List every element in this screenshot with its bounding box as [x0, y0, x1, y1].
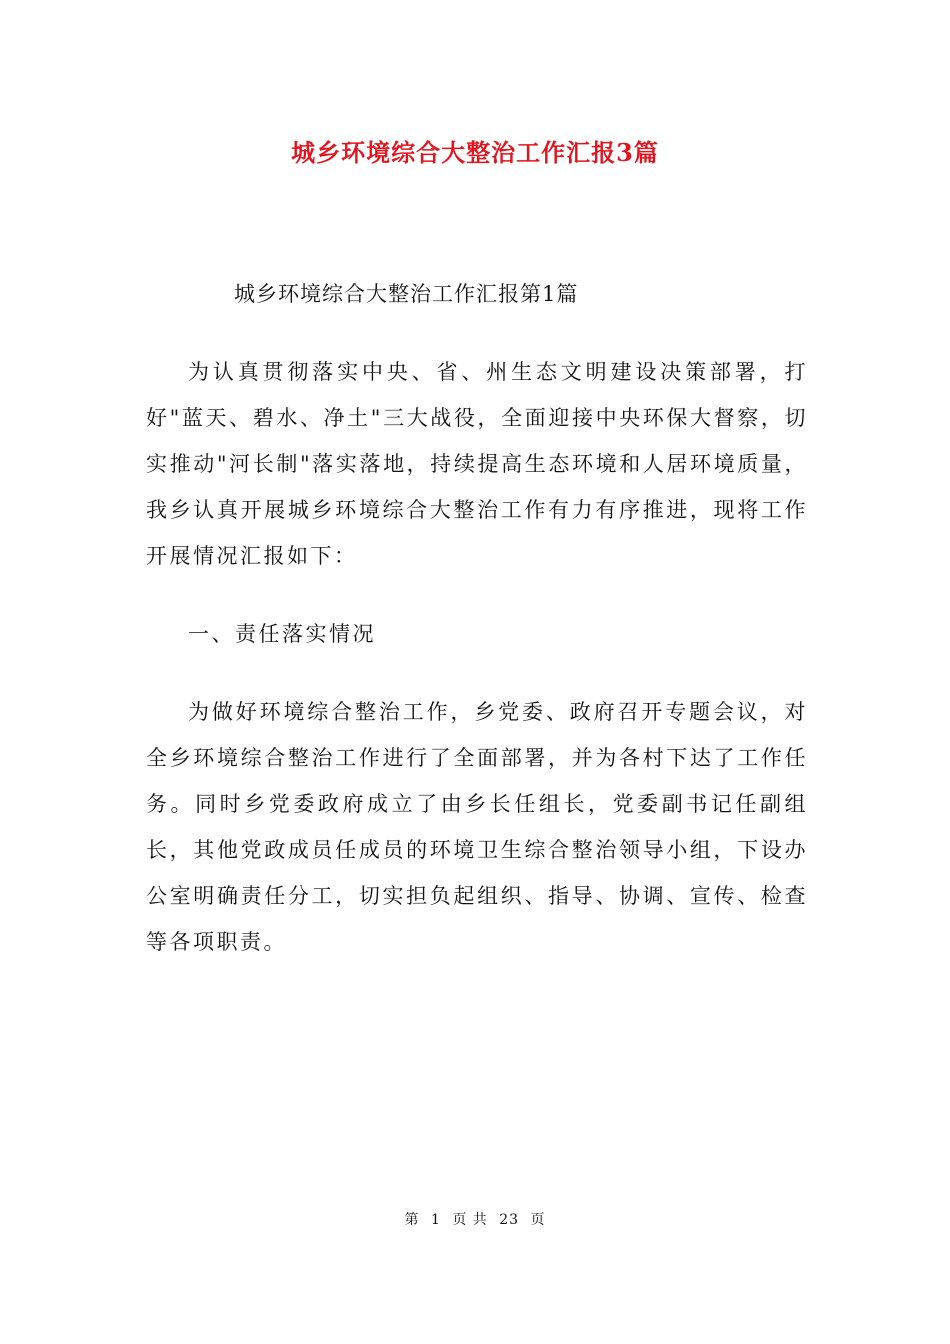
footer-total-pages: 23: [499, 1212, 520, 1228]
section-subtitle: 城乡环境综合大整治工作汇报第1篇: [234, 282, 579, 306]
footer-suffix: 页: [530, 1212, 546, 1228]
section-heading-responsibility: 一、责任落实情况: [188, 622, 376, 646]
document-title: 城乡环境综合大整治工作汇报3篇: [291, 138, 659, 167]
footer-page-number: 1: [430, 1212, 441, 1228]
footer-middle: 页 共: [452, 1212, 488, 1228]
page-footer: [0, 1209, 950, 1229]
footer-prefix: 第: [404, 1212, 420, 1228]
intro-paragraph: 为认真贯彻落实中央、省、州生态文明建设决策部署，打好"蓝天、碧水、净土"三大战役，全面迎接中央环保大督察，切实推动"河长制"落实落地，持续提高生态环境和人居环境质量，我乡认真开展城乡环境综合大整治工作有力有序推进，现将工作开展情况汇报如下：: [146, 360, 808, 568]
document-body: [146, 271, 808, 965]
responsibility-paragraph: 为做好环境综合整治工作，乡党委、政府召开专题会议，对全乡环境综合整治工作进行了全面部署，并为各村下达了工作任务。同时乡党委政府成立了由乡长任组长，党委副书记任副组长，其他党政成员任成员的环境卫生综合整治领导小组，下设办公室明确责任分工，切实担负起组织、指导、协调、宣传、检查等各项职责。: [146, 700, 808, 954]
